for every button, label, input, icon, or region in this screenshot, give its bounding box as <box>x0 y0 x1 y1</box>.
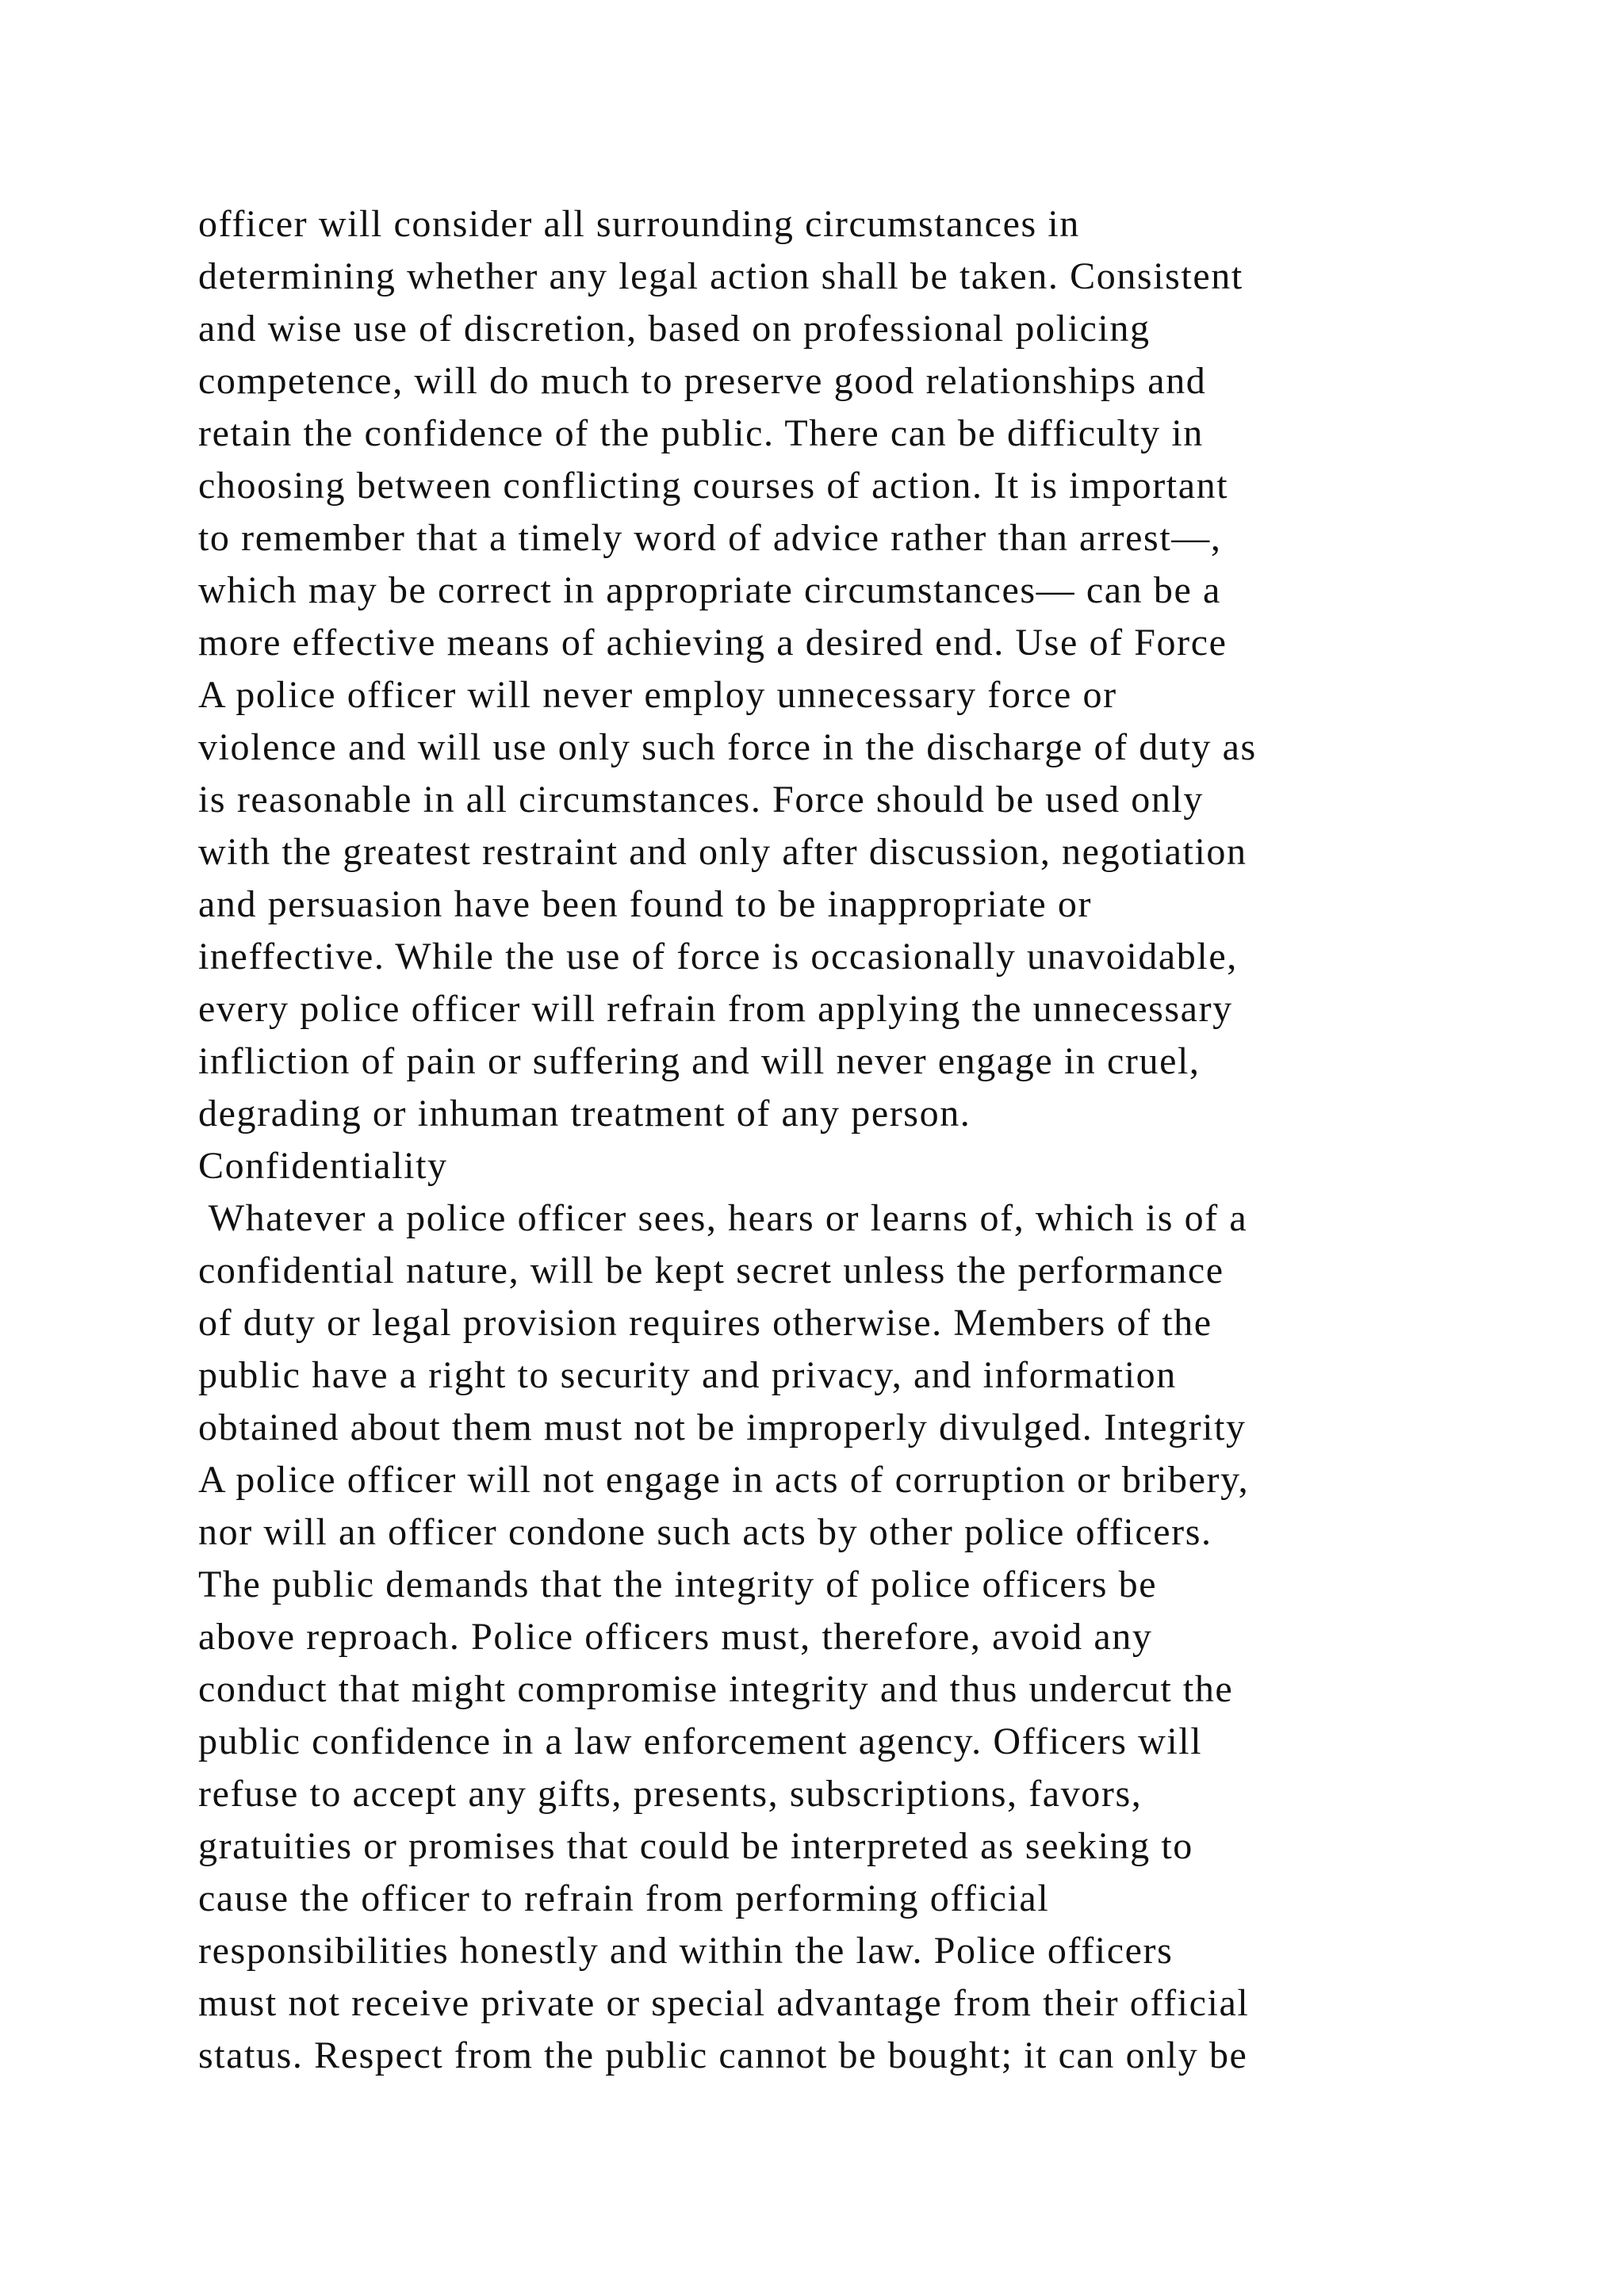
text-line: A police officer will never employ unnecessary force or <box>198 674 1117 716</box>
text-line: and wise use of discretion, based on professional policing <box>198 308 1151 350</box>
text-line: The public demands that the integrity of police officers be <box>198 1563 1158 1605</box>
text-line: which may be correct in appropriate circumstances— can be a <box>198 569 1221 611</box>
text-line: every police officer will refrain from applying the unnecessary <box>198 988 1233 1030</box>
text-line: is reasonable in all circumstances. Force should be used only <box>198 779 1204 821</box>
text-line: choosing between conflicting courses of action. It is important <box>198 465 1229 507</box>
text-line: status. Respect from the public cannot be bought; it can only be <box>198 2034 1248 2076</box>
text-line: public have a right to security and privacy, and information <box>198 1354 1177 1396</box>
text-line: degrading or inhuman treatment of any person. <box>198 1093 971 1135</box>
section-heading-confidentiality: Confidentiality <box>198 1145 448 1187</box>
text-line: infliction of pain or suffering and will never engage in cruel, <box>198 1040 1201 1082</box>
text-line: refuse to accept any gifts, presents, subscriptions, favors, <box>198 1773 1143 1815</box>
text-line: violence and will use only such force in the discharge of duty as <box>198 726 1257 768</box>
text-line: Whatever a police officer sees, hears or learns of, which is of a <box>198 1197 1248 1239</box>
body-text <box>198 198 1451 2082</box>
text-line: confidential nature, will be kept secret unless the performance <box>198 1249 1224 1292</box>
text-line: and persuasion have been found to be inappropriate or <box>198 883 1093 925</box>
text-line: of duty or legal provision requires otherwise. Members of the <box>198 1302 1212 1344</box>
text-line: nor will an officer condone such acts by other police officers. <box>198 1511 1212 1553</box>
text-line: competence, will do much to preserve good relationships and <box>198 360 1207 402</box>
text-line: conduct that might compromise integrity and thus undercut the <box>198 1668 1234 1710</box>
text-line: officer will consider all surrounding circumstances in <box>198 203 1080 245</box>
text-line: obtained about them must not be improperly divulged. Integrity <box>198 1406 1247 1448</box>
text-line: above reproach. Police officers must, therefore, avoid any <box>198 1616 1153 1658</box>
text-line: A police officer will not engage in acts of corruption or bribery, <box>198 1459 1250 1501</box>
text-line: public confidence in a law enforcement agency. Officers will <box>198 1720 1203 1762</box>
text-line: to remember that a timely word of advice rather than arrest—, <box>198 517 1222 559</box>
text-line: more effective means of achieving a desired end. Use of Force <box>198 622 1228 664</box>
text-line: cause the officer to refrain from performing official <box>198 1877 1050 1919</box>
text-line: determining whether any legal action shall be taken. Consistent <box>198 255 1243 297</box>
text-line: responsibilities honestly and within the law. Police officers <box>198 1930 1174 1972</box>
text-line: must not receive private or special advantage from their official <box>198 1982 1250 2024</box>
text-line: ineffective. While the use of force is occasionally unavoidable, <box>198 936 1238 978</box>
text-line: gratuities or promises that could be interpreted as seeking to <box>198 1825 1193 1867</box>
text-line: retain the confidence of the public. There can be difficulty in <box>198 412 1204 454</box>
text-line: with the greatest restraint and only after discussion, negotiation <box>198 831 1247 873</box>
